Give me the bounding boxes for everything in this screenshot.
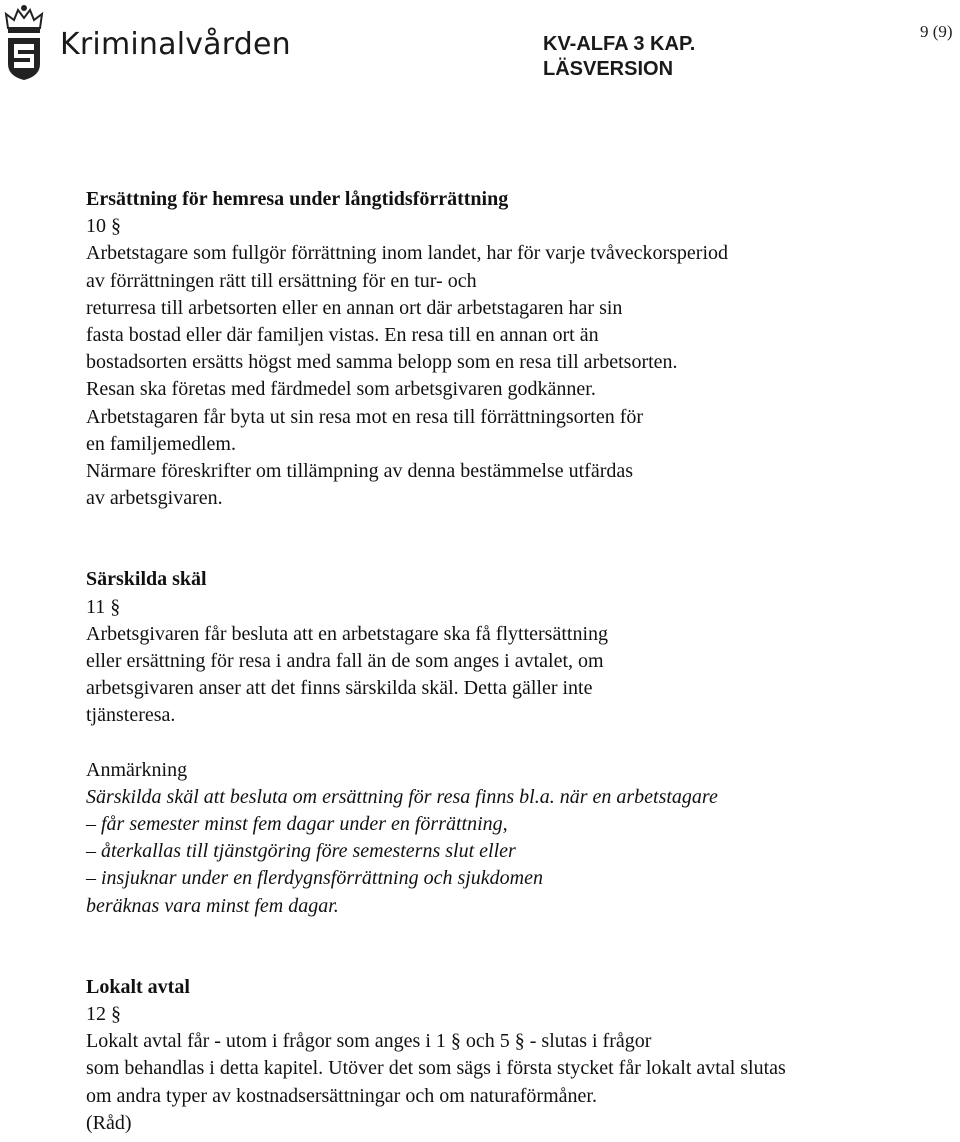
section-heading: Lokalt avtal	[86, 975, 190, 998]
body-line: arbetsgivaren anser att det finns särskilda skäl. Detta gäller inte	[86, 677, 593, 700]
body-line: returresa till arbetsorten eller en annan ort där arbetstagaren har sin	[86, 296, 623, 319]
body-line: bostadsorten ersätts högst med samma belopp som en resa till arbetsorten.	[86, 351, 678, 374]
note-line: Särskilda skäl att besluta om ersättning för resa finns bl.a. när en arbetstagare	[86, 785, 718, 808]
body-line: av förrättningen rätt till ersättning för en tur- och	[86, 269, 477, 292]
paragraph-number: 10 §	[86, 215, 121, 238]
document-title	[543, 32, 695, 82]
section-gap	[86, 512, 946, 566]
section-10	[86, 186, 946, 512]
document-title-line1: KV-ALFA 3 KAP.	[543, 33, 696, 55]
section-12	[86, 974, 946, 1137]
note-line: – återkallas till tjänstgöring före semesterns slut eller	[86, 840, 516, 863]
body-line: Arbetsgivaren får besluta att en arbetstagare ska få flyttersättning	[86, 622, 609, 645]
body-line: Arbetstagare som fullgör förrättning inom landet, har för varje tvåveckorsperiod	[86, 242, 729, 265]
section-11	[86, 566, 946, 919]
paragraph-gap	[86, 730, 946, 757]
body-line: (Råd)	[86, 1111, 132, 1134]
crown-logo-icon	[2, 2, 46, 82]
body-line: Resan ska företas med färdmedel som arbetsgivaren godkänner.	[86, 378, 596, 401]
document-body	[86, 186, 946, 1137]
section-heading: Ersättning för hemresa under långtidsförrättning	[86, 188, 509, 210]
body-line: fasta bostad eller där familjen vistas. En resa till en annan ort än	[86, 324, 599, 347]
paragraph-number: 12 §	[86, 1003, 121, 1026]
document-title-line2: LÄSVERSION	[543, 58, 674, 80]
note-heading: Anmärkning	[86, 758, 188, 781]
section-gap	[86, 920, 946, 974]
body-line: Närmare föreskrifter om tillämpning av denna bestämmelse utfärdas	[86, 460, 634, 483]
body-line: Lokalt avtal får - utom i frågor som anges i 1 § och 5 § - slutas i frågor	[86, 1030, 652, 1053]
page-header	[0, 0, 960, 95]
note-line: – insjuknar under en flerdygnsförrättning och sjukdomen	[86, 867, 543, 890]
body-line: Arbetstagaren får byta ut sin resa mot en resa till förrättningsorten för	[86, 405, 644, 428]
note-line: beräknas vara minst fem dagar.	[86, 894, 339, 917]
body-line: eller ersättning för resa i andra fall än de som anges i avtalet, om	[86, 650, 604, 673]
note-line: – får semester minst fem dagar under en förrättning,	[86, 813, 508, 836]
body-line: av arbetsgivaren.	[86, 487, 223, 510]
page-number: 9 (9)	[920, 22, 953, 41]
paragraph-number: 11 §	[86, 595, 121, 618]
body-line: som behandlas i detta kapitel. Utöver det som sägs i första stycket får lokalt avtal slutas	[86, 1057, 786, 1080]
organization-name: Kriminalvården	[60, 27, 291, 62]
body-line: om andra typer av kostnadsersättningar och om naturaförmåner.	[86, 1084, 597, 1107]
section-heading: Särskilda skäl	[86, 568, 207, 591]
body-line: tjänsteresa.	[86, 704, 176, 727]
body-line: en familjemedlem.	[86, 432, 236, 455]
